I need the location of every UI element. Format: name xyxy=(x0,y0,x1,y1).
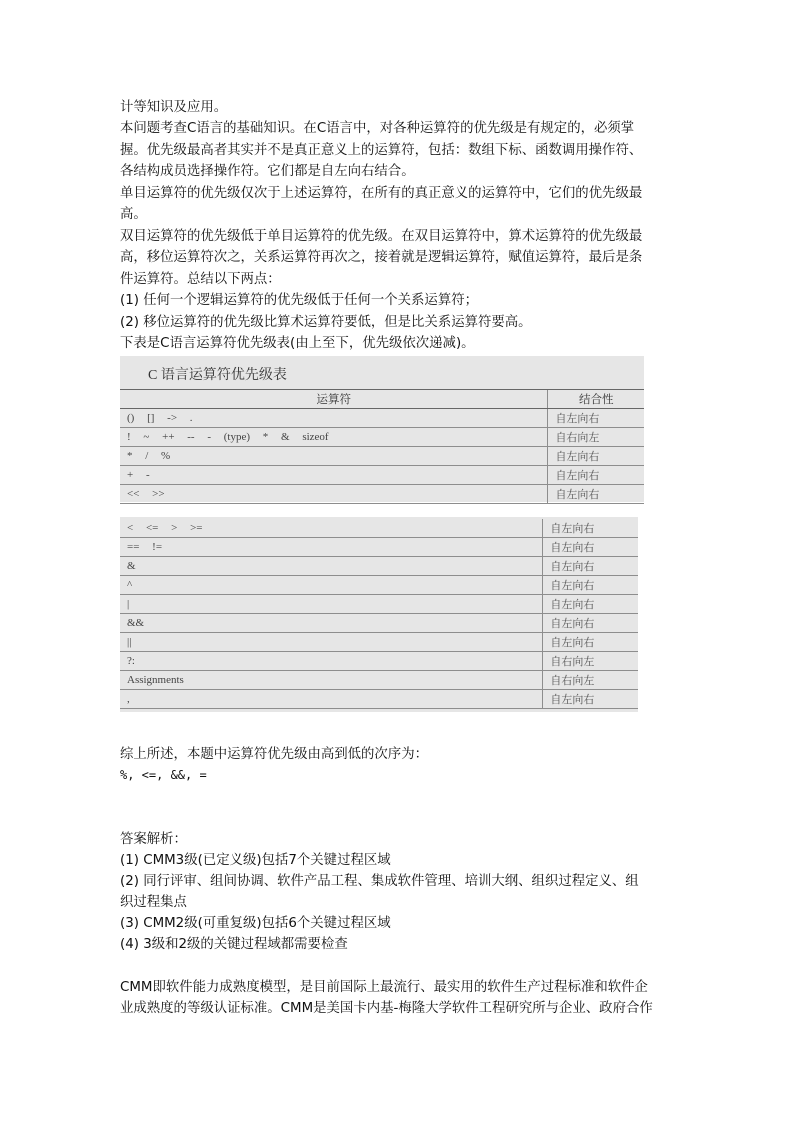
text-line: 高，移位运算符次之，关系运算符再次之，接着就是逻辑运算符，赋值运算符，最后是条 xyxy=(120,250,643,265)
associativity-cell: 自左向右 xyxy=(543,633,638,652)
table-row xyxy=(120,538,638,557)
operator-cell: || xyxy=(120,633,543,652)
precedence-table-image-2 xyxy=(120,517,638,712)
operator-cell: * / % xyxy=(120,447,548,466)
operator-cell: ! ~ ++ -- - (type) * & sizeof xyxy=(120,428,548,447)
precedence-table-continued xyxy=(120,519,638,709)
table-row xyxy=(120,690,638,709)
text-line: (1) CMM3级(已定义级)包括7个关键过程区域 xyxy=(120,853,391,868)
associativity-cell: 自右向左 xyxy=(543,652,638,671)
text-line: 本问题考查C语言的基础知识。在C语言中，对各种运算符的优先级是有规定的，必须掌 xyxy=(120,121,635,136)
associativity-cell: 自左向右 xyxy=(543,576,638,595)
table-row xyxy=(120,671,638,690)
text-line: (1) 任何一个逻辑运算符的优先级低于任何一个关系运算符； xyxy=(120,293,478,308)
header-operator: 运算符 xyxy=(120,390,548,409)
associativity-cell: 自左向右 xyxy=(543,519,638,538)
operator-cell: + - xyxy=(120,466,548,485)
associativity-cell: 自左向右 xyxy=(548,466,644,485)
table-row xyxy=(120,428,644,447)
text-line: (2) 同行评审、组间协调、软件产品工程、集成软件管理、培训大纲、组织过程定义、组 xyxy=(120,874,639,889)
table-row xyxy=(120,576,638,595)
operator-cell: Assignments xyxy=(120,671,543,690)
table-row xyxy=(120,633,638,652)
text-line-code: %, <=, &&, = xyxy=(120,768,207,782)
operator-cell: , xyxy=(120,690,543,709)
text-line: CMM即软件能力成熟度模型，是目前国际上最流行、最实用的软件生产过程标准和软件企 xyxy=(120,980,648,995)
text-line: 双目运算符的优先级低于单目运算符的优先级。在双目运算符中，算术运算符的优先级最 xyxy=(120,229,643,244)
associativity-cell: 自左向右 xyxy=(548,485,644,504)
operator-cell: << >> xyxy=(120,485,548,504)
text-line: 件运算符。总结以下两点： xyxy=(120,272,281,287)
associativity-cell: 自左向右 xyxy=(543,538,638,557)
table-header-row xyxy=(120,390,644,409)
text-line: 下表是C语言运算符优先级表(由上至下，优先级依次递减)。 xyxy=(120,336,475,351)
table-row xyxy=(120,652,638,671)
text-line: 高。 xyxy=(120,207,147,222)
precedence-table xyxy=(120,389,644,504)
associativity-cell: 自左向右 xyxy=(548,409,644,428)
text-line: (4) 3级和2级的关键过程域都需要检查 xyxy=(120,937,348,952)
associativity-cell: 自左向右 xyxy=(548,447,644,466)
table-row xyxy=(120,466,644,485)
operator-cell: ?: xyxy=(120,652,543,671)
table-row xyxy=(120,614,638,633)
text-line: 各结构成员选择操作符。它们都是自左向右结合。 xyxy=(120,164,415,179)
operator-cell: < <= > >= xyxy=(120,519,543,538)
precedence-table-image-1 xyxy=(120,356,644,502)
table-row xyxy=(120,409,644,428)
text-line: 计等知识及应用。 xyxy=(120,100,228,115)
operator-cell: && xyxy=(120,614,543,633)
text-line: 单目运算符的优先级仅次于上述运算符，在所有的真正意义的运算符中，它们的优先级最 xyxy=(120,186,643,201)
text-line: (2) 移位运算符的优先级比算术运算符要低，但是比关系运算符要高。 xyxy=(120,315,532,330)
text-line: 握。优先级最高者其实并不是真正意义上的运算符，包括：数组下标、函数调用操作符、 xyxy=(120,143,643,158)
operator-cell: () [] -> . xyxy=(120,409,548,428)
operator-cell: == != xyxy=(120,538,543,557)
table-row xyxy=(120,447,644,466)
operator-cell: ^ xyxy=(120,576,543,595)
table-title: C 语言运算符优先级表 xyxy=(148,368,287,383)
table-row xyxy=(120,519,638,538)
table-row xyxy=(120,595,638,614)
text-line: 业成熟度的等级认证标准。CMM是美国卡内基-梅隆大学软件工程研究所与企业、政府合作 xyxy=(120,1001,653,1016)
answer-heading: 答案解析： xyxy=(120,832,187,847)
text-line: 综上所述，本题中运算符优先级由高到低的次序为： xyxy=(120,747,428,762)
associativity-cell: 自右向左 xyxy=(543,671,638,690)
table-row xyxy=(120,557,638,576)
operator-cell: | xyxy=(120,595,543,614)
associativity-cell: 自左向右 xyxy=(543,595,638,614)
associativity-cell: 自右向左 xyxy=(548,428,644,447)
operator-cell: & xyxy=(120,557,543,576)
associativity-cell: 自左向右 xyxy=(543,614,638,633)
text-line: 织过程集点 xyxy=(120,895,187,910)
header-associativity: 结合性 xyxy=(548,390,644,409)
associativity-cell: 自左向右 xyxy=(543,557,638,576)
table-row xyxy=(120,485,644,504)
associativity-cell: 自左向右 xyxy=(543,690,638,709)
text-line: (3) CMM2级(可重复级)包括6个关键过程区域 xyxy=(120,916,391,931)
